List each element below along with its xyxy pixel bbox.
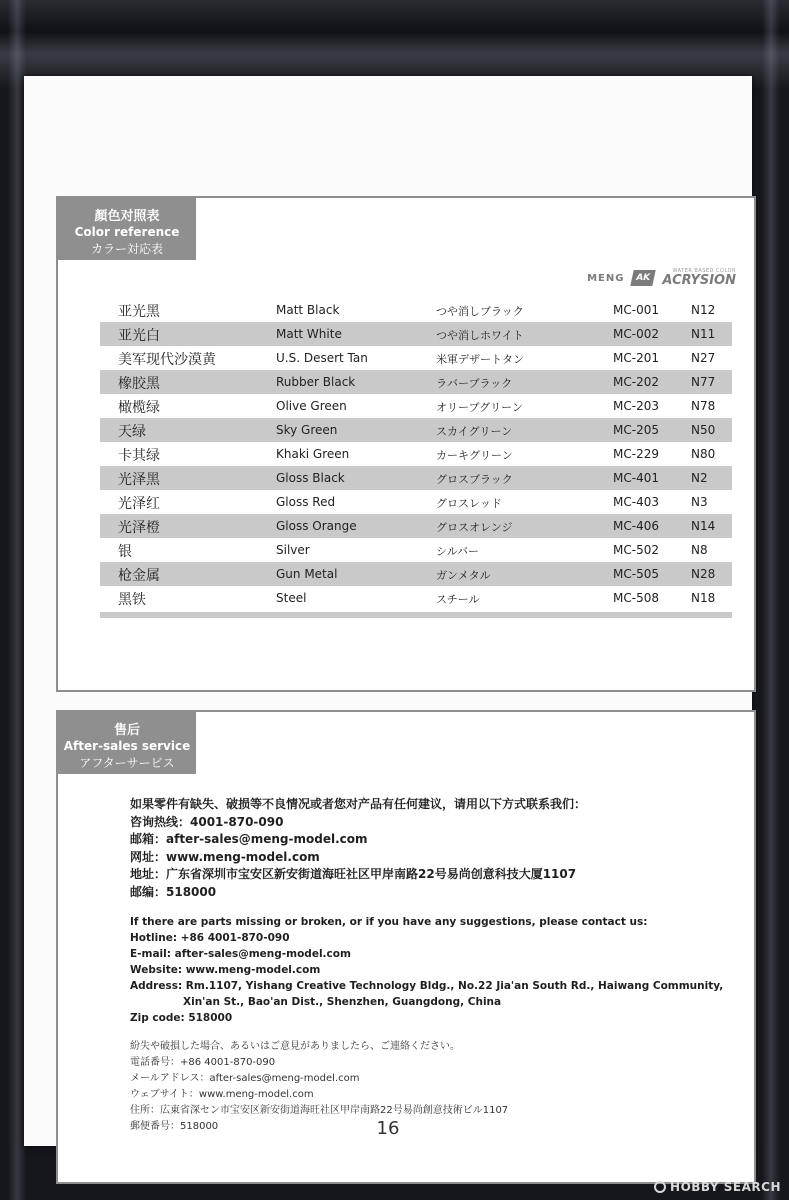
color-code: MC-002 xyxy=(613,327,659,341)
color-name-ja: ラバーブラック xyxy=(436,377,513,390)
color-code: MC-229 xyxy=(613,447,659,461)
color-number: N8 xyxy=(691,543,708,557)
tab-title-zh: 售后 xyxy=(113,723,140,738)
watermark-icon xyxy=(654,1181,666,1193)
color-name-en: Olive Green xyxy=(276,399,347,413)
color-row xyxy=(100,514,732,538)
color-name-ja: グロスオレンジ xyxy=(436,521,513,534)
bag-glare-right xyxy=(762,0,780,1200)
color-name-zh: 黑铁 xyxy=(118,592,146,608)
color-name-zh: 卡其绿 xyxy=(118,448,160,464)
color-name-ja: 米軍デザートタン xyxy=(436,353,524,366)
color-code: MC-201 xyxy=(613,351,659,365)
color-name-en: Sky Green xyxy=(276,423,338,437)
email-ja: メールアドレス：after-sales@meng-model.com xyxy=(130,1073,360,1084)
color-name-en: Gloss Orange xyxy=(276,519,357,533)
tab-title-en: Color reference xyxy=(74,225,180,239)
contact-intro-zh: 如果零件有缺失、破损等不良情况或者您对产品有任何建议，请用以下方式联系我们： xyxy=(130,797,587,811)
ak-logo: AK xyxy=(631,270,656,286)
brand-logos xyxy=(587,268,736,288)
hotline-en: Hotline: +86 4001-870-090 xyxy=(130,932,290,944)
color-row xyxy=(100,442,732,466)
color-name-en: Matt Black xyxy=(276,303,340,317)
contact-intro-en: If there are parts missing or broken, or if you have any suggestions, please contact us: xyxy=(130,916,648,928)
color-name-en: Gloss Black xyxy=(276,471,345,485)
color-name-ja: つや消しブラック xyxy=(436,305,524,318)
color-name-zh: 亚光黑 xyxy=(118,304,160,320)
color-table xyxy=(100,298,732,618)
color-name-zh: 光泽红 xyxy=(118,496,160,512)
after-sales-tab xyxy=(58,712,196,774)
manual-page xyxy=(24,76,752,1146)
color-row xyxy=(100,562,732,586)
color-name-ja: ガンメタル xyxy=(436,569,491,582)
color-number: N27 xyxy=(691,351,716,365)
color-reference-tab xyxy=(58,198,196,260)
watermark-text: HOBBY SEARCH xyxy=(670,1180,781,1194)
color-name-en: Khaki Green xyxy=(276,447,350,461)
acrysion-logo xyxy=(662,269,736,287)
color-row xyxy=(100,538,732,562)
color-name-zh: 银 xyxy=(118,544,132,560)
color-number: N18 xyxy=(691,591,716,605)
tab-title-zh: 顏色对照表 xyxy=(94,209,160,224)
address-en: Address: Rm.1107, Yishang Creative Technology Bldg., No.22 Jia'an South Rd., Haiwang Community, xyxy=(130,980,724,992)
zip-ja: 郵便番号：518000 xyxy=(130,1121,219,1132)
after-sales-panel xyxy=(56,710,756,1184)
color-code: MC-203 xyxy=(613,399,659,413)
color-name-en: U.S. Desert Tan xyxy=(276,351,368,365)
website-ja: ウェブサイト：www.meng-model.com xyxy=(130,1089,314,1100)
page-number: 16 xyxy=(376,1118,400,1139)
color-name-en: Steel xyxy=(276,591,307,605)
color-code: MC-508 xyxy=(613,591,659,605)
acrysion-name: ACRYSION xyxy=(662,273,736,288)
color-name-ja: オリーブグリーン xyxy=(436,401,523,414)
website-zh: 网址：www.meng-model.com xyxy=(130,849,320,864)
color-row xyxy=(100,370,732,394)
contact-block-zh xyxy=(130,796,740,901)
zip-en: Zip code: 518000 xyxy=(130,1012,233,1024)
tab-title-en: After-sales service xyxy=(63,739,191,753)
zip-zh: 邮编：518000 xyxy=(130,884,217,899)
color-name-ja: カーキグリーン xyxy=(436,449,513,462)
color-name-zh: 光泽黑 xyxy=(118,472,160,488)
color-code: MC-001 xyxy=(613,303,659,317)
color-name-zh: 枪金属 xyxy=(118,568,160,584)
contact-intro-ja: 紛失や破損した場合、あるいはご意見がありましたら、ご連絡ください。 xyxy=(130,1041,460,1052)
color-row xyxy=(100,394,732,418)
website-en: Website: www.meng-model.com xyxy=(130,964,321,976)
color-row xyxy=(100,298,732,322)
color-name-zh: 橡胶黑 xyxy=(118,376,160,392)
color-name-ja: グロスブラック xyxy=(436,473,513,486)
color-code: MC-403 xyxy=(613,495,659,509)
color-number: N50 xyxy=(691,423,716,437)
color-name-en: Gloss Red xyxy=(276,495,336,509)
table-bottom-rule xyxy=(100,612,732,618)
color-code: MC-406 xyxy=(613,519,659,533)
hotline-zh: 咨询热线：4001-870-090 xyxy=(130,814,284,829)
color-name-zh: 橄榄绿 xyxy=(118,400,160,416)
color-name-ja: スカイグリーン xyxy=(436,425,513,438)
email-zh: 邮箱：after-sales@meng-model.com xyxy=(130,832,368,846)
color-number: N28 xyxy=(691,567,716,581)
acrysion-subtitle: WATER BASED COLOR xyxy=(672,268,736,274)
tab-title-ja: アフターサービス xyxy=(79,756,175,770)
color-number: N2 xyxy=(691,471,708,485)
color-row xyxy=(100,586,732,610)
color-row xyxy=(100,490,732,514)
color-name-en: Silver xyxy=(276,543,310,557)
color-name-ja: グロスレッド xyxy=(436,497,502,510)
color-name-ja: つや消しホワイト xyxy=(436,329,524,342)
color-number: N11 xyxy=(691,327,716,341)
color-code: MC-502 xyxy=(613,543,659,557)
address-en-cont: Xin'an St., Bao'an Dist., Shenzhen, Guangdong, China xyxy=(183,996,502,1008)
email-en: E-mail: after-sales@meng-model.com xyxy=(130,948,351,960)
watermark xyxy=(654,1180,781,1194)
color-name-en: Matt White xyxy=(276,327,342,341)
color-row xyxy=(100,346,732,370)
color-name-en: Rubber Black xyxy=(276,375,356,389)
color-row xyxy=(100,322,732,346)
color-name-zh: 亚光白 xyxy=(118,328,160,344)
color-row xyxy=(100,466,732,490)
color-number: N3 xyxy=(691,495,708,509)
contact-block-en xyxy=(130,914,740,1026)
color-number: N12 xyxy=(691,303,716,317)
tab-title-ja: カラー対応表 xyxy=(90,242,163,256)
color-name-ja: シルバー xyxy=(436,545,479,558)
color-name-zh: 天绿 xyxy=(118,424,146,440)
color-row xyxy=(100,418,732,442)
address-ja: 住所：広東省深セン市宝安区新安街道海旺社区甲岸南路22号易尚創意技術ビル1107 xyxy=(130,1105,509,1116)
color-code: MC-202 xyxy=(613,375,659,389)
color-name-en: Gun Metal xyxy=(276,567,338,581)
color-number: N77 xyxy=(691,375,716,389)
color-name-ja: スチール xyxy=(436,593,480,606)
color-number: N80 xyxy=(691,447,716,461)
color-reference-panel xyxy=(56,196,756,692)
after-sales-body xyxy=(130,796,740,1148)
meng-logo: MENG xyxy=(587,272,625,284)
color-code: MC-401 xyxy=(613,471,659,485)
address-zh: 地址：广东省深圳市宝安区新安街道海旺社区甲岸南路22号易尚创意科技大厦1107 xyxy=(130,867,577,881)
color-code: MC-205 xyxy=(613,423,659,437)
color-number: N14 xyxy=(691,519,716,533)
hotline-ja: 電話番号：+86 4001-870-090 xyxy=(130,1057,276,1068)
color-number: N78 xyxy=(691,399,716,413)
color-name-zh: 美军现代沙漠黄 xyxy=(118,352,216,368)
color-code: MC-505 xyxy=(613,567,659,581)
color-name-zh: 光泽橙 xyxy=(118,520,160,536)
